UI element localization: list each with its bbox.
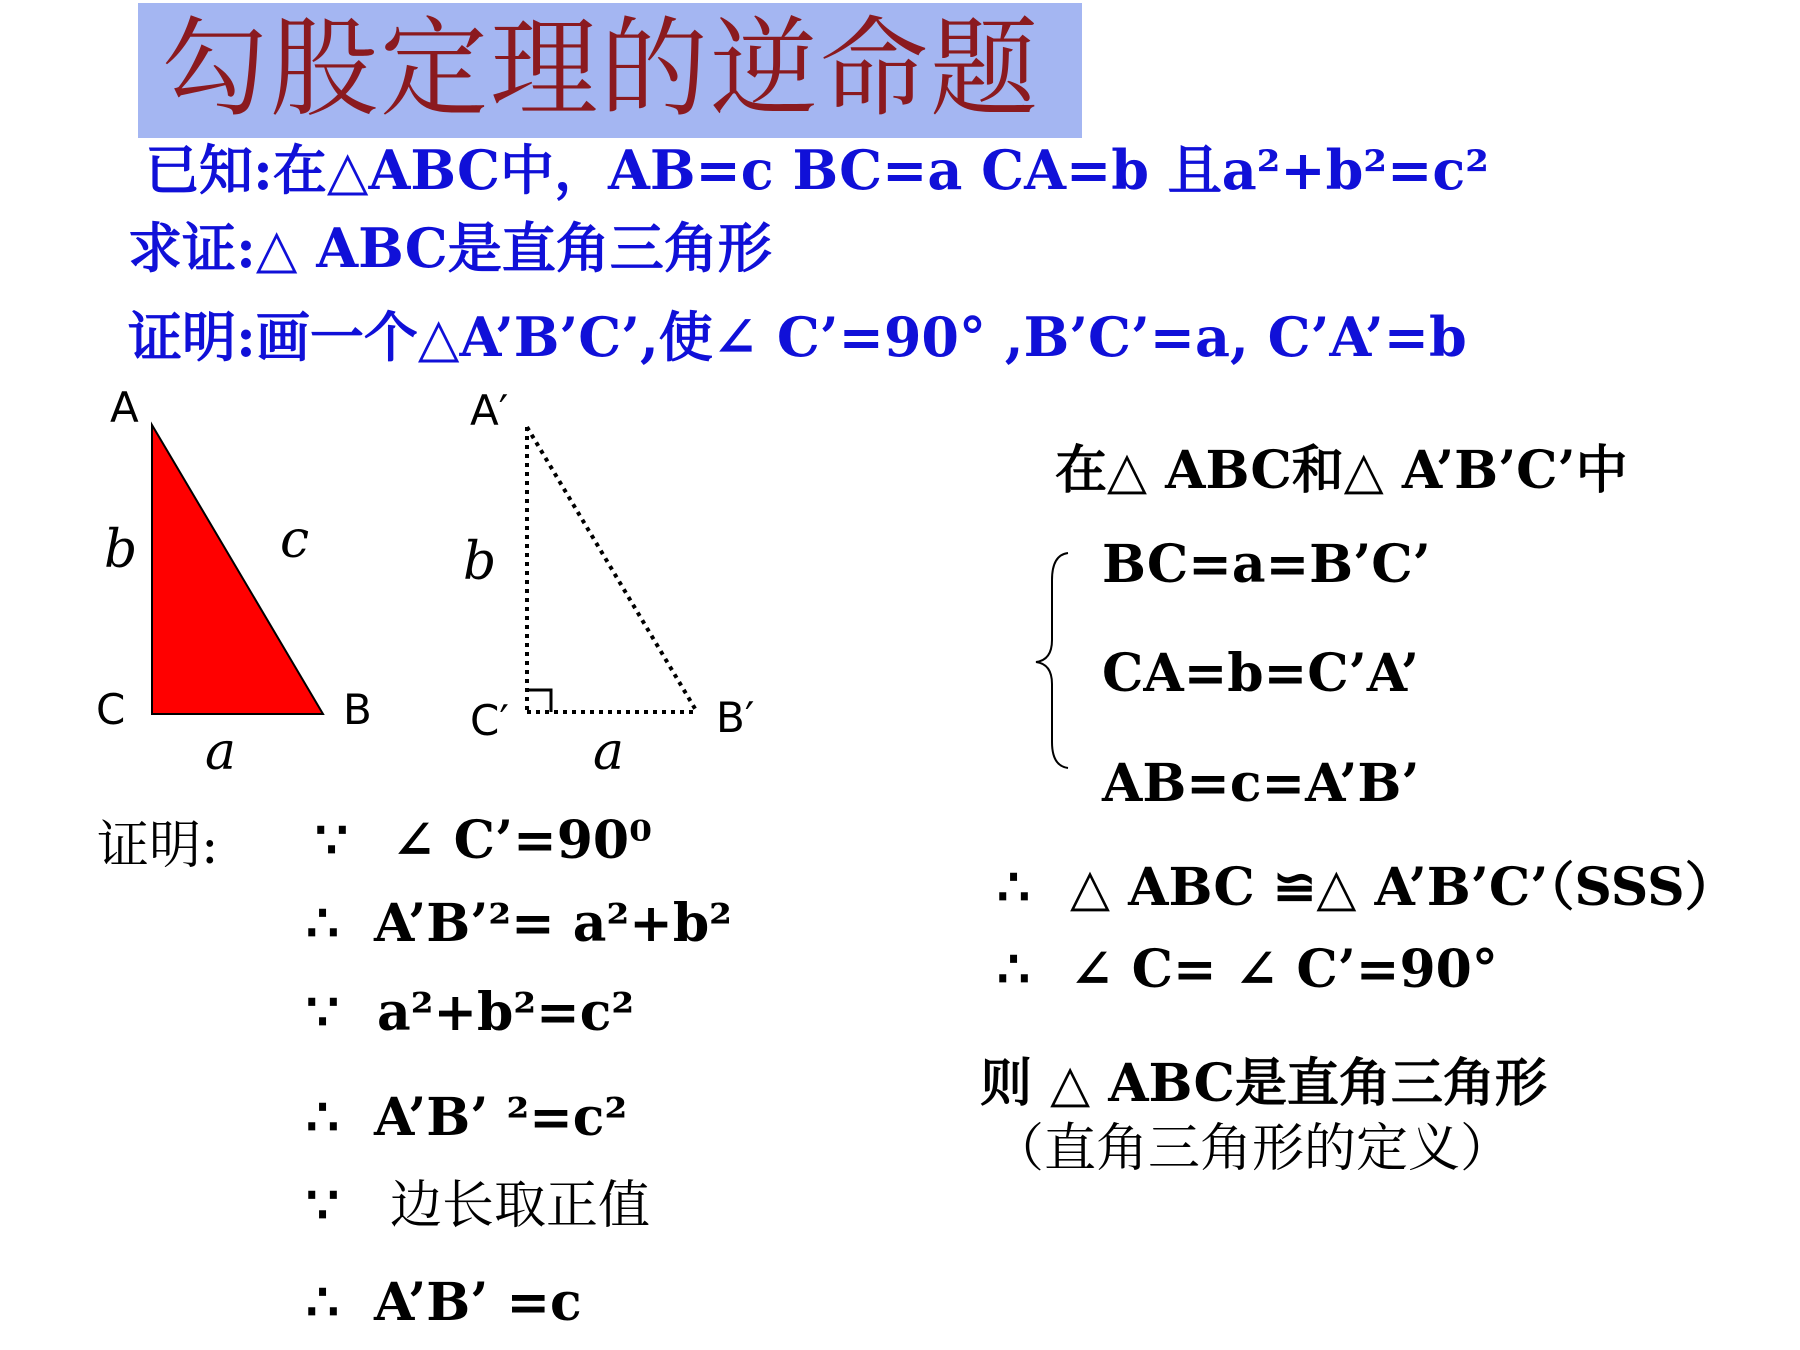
condition-3: AB=c=A’B’ bbox=[1102, 753, 1420, 814]
proof-label: 证明: bbox=[97, 816, 219, 876]
right-angle-mark bbox=[527, 690, 551, 712]
triangle2-hypotenuse bbox=[527, 427, 697, 712]
congruence-statement: △ ABC ≌△ A’B’C’（SSS） bbox=[1070, 857, 1737, 918]
step-6-symbol: ∴ bbox=[306, 1272, 340, 1333]
step-4-symbol: ∴ bbox=[306, 1087, 340, 1148]
final-reason: （直角三角形的定义） bbox=[992, 1119, 1513, 1179]
side-b-label: b bbox=[104, 520, 138, 580]
condition-1: BC=a=B’C’ bbox=[1102, 534, 1431, 595]
vertex-b-prime-label: B′ bbox=[716, 693, 755, 742]
step-5-text: 边长取正值 bbox=[390, 1176, 651, 1236]
condition-2: CA=b=C’A’ bbox=[1102, 643, 1420, 704]
vertex-c-label: C bbox=[96, 685, 126, 734]
step-2-text: A’B’²= a²+b² bbox=[374, 893, 732, 954]
given-statement: 已知:在△ABC中，AB=c BC=a CA=b 且a²+b²=c² bbox=[145, 138, 1489, 202]
vertex-b-label: B bbox=[343, 685, 372, 734]
step-4-text: A’B’ ²=c² bbox=[374, 1087, 628, 1148]
conclusion-1-symbol: ∴ bbox=[997, 857, 1031, 918]
brace bbox=[1036, 553, 1068, 768]
proof-setup-statement: 证明:画一个△A’B’C’,使∠ C’=90° ,B’C’=a, C’A’=b bbox=[128, 305, 1467, 369]
step-3-text: a²+b²=c² bbox=[377, 982, 635, 1043]
vertex-a-label: A bbox=[110, 383, 139, 432]
side-a-label: a bbox=[205, 722, 237, 782]
step-1-symbol: ∵ bbox=[315, 810, 349, 871]
vertex-a-prime-label: A′ bbox=[470, 386, 509, 435]
side-c-label: c bbox=[280, 510, 310, 570]
step-5-symbol: ∵ bbox=[306, 1175, 340, 1236]
side-b-prime-label: b bbox=[463, 532, 497, 592]
conclusion-2-symbol: ∴ bbox=[997, 939, 1031, 1000]
step-6-text: A’B’ =c bbox=[374, 1272, 582, 1333]
step-3-symbol: ∵ bbox=[306, 982, 340, 1043]
step-2-symbol: ∴ bbox=[306, 893, 340, 954]
page-title: 勾股定理的逆命题 bbox=[160, 7, 1041, 132]
angle-conclusion: ∠ C= ∠ C’=90° bbox=[1070, 939, 1498, 1000]
comparison-intro: 在△ ABC和△ A’B’C’中 bbox=[1055, 440, 1628, 501]
step-1-text: ∠ C’=90⁰ bbox=[392, 810, 652, 871]
final-conclusion: 则 △ ABC是直角三角形 bbox=[980, 1053, 1547, 1114]
side-a-prime-label: a bbox=[593, 722, 625, 782]
vertex-c-prime-label: C′ bbox=[470, 696, 509, 745]
prove-statement: 求证:△ ABC是直角三角形 bbox=[128, 216, 772, 280]
